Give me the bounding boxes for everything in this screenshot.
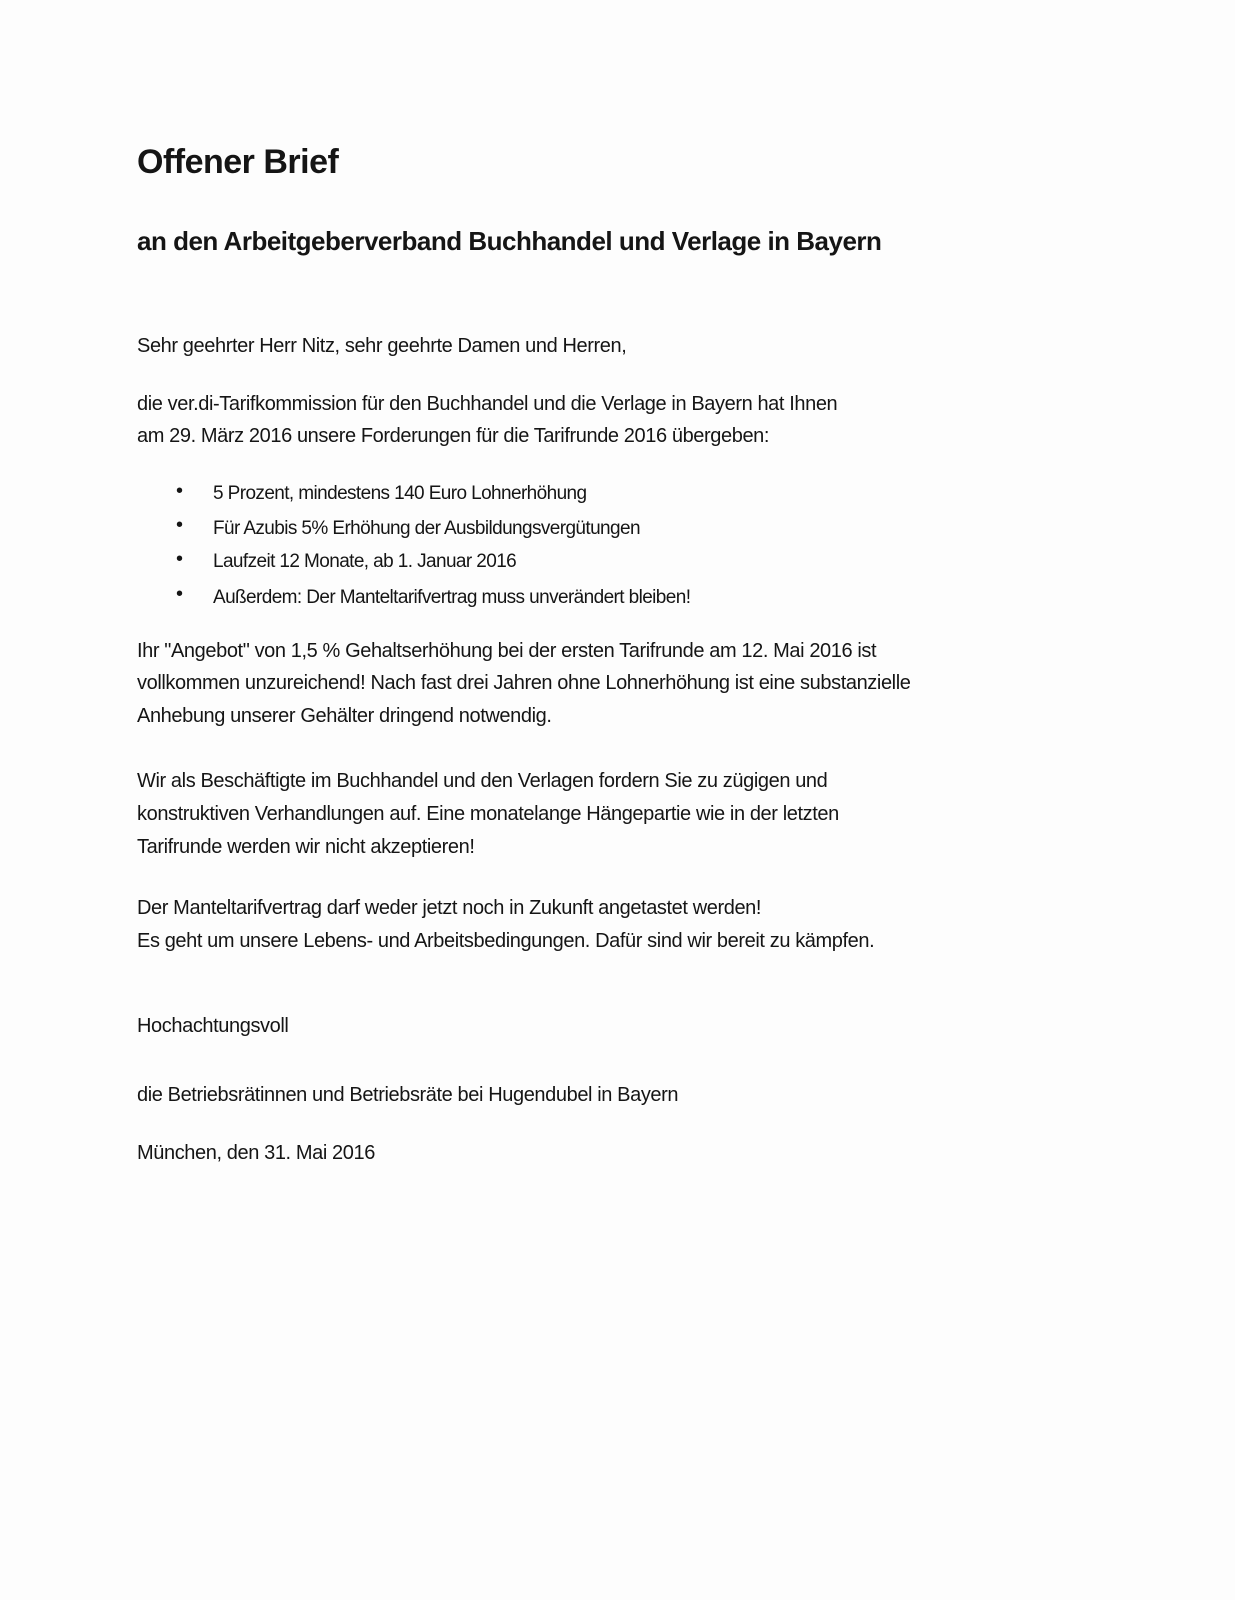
bullet-icon: •	[176, 548, 184, 570]
paragraph-line: Es geht um unsere Lebens- und Arbeitsbedingungen. Dafür sind wir bereit zu kämpfen.	[137, 930, 875, 952]
paragraph-line: Wir als Beschäftigte im Buchhandel und den Verlagen fordern Sie zu zügigen und	[137, 770, 828, 792]
letter-subtitle: an den Arbeitgeberverband Buchhandel und Verlage in Bayern	[137, 226, 882, 256]
list-item: Außerdem: Der Manteltarifvertrag muss unverändert bleiben!	[213, 587, 691, 608]
closing: Hochachtungsvoll	[137, 1015, 289, 1037]
paragraph-line: Der Manteltarifvertrag darf weder jetzt noch in Zukunft angetastet werden!	[137, 897, 762, 919]
paragraph-line: Ihr "Angebot" von 1,5 % Gehaltserhöhung bei der ersten Tarifrunde am 12. Mai 2016 ist	[137, 640, 877, 662]
paragraph-line: Tarifrunde werden wir nicht akzeptieren!	[137, 836, 475, 858]
paragraph-line: Anhebung unserer Gehälter dringend notwendig.	[137, 705, 552, 727]
signatories: die Betriebsrätinnen und Betriebsräte bei Hugendubel in Bayern	[137, 1084, 679, 1106]
letter-title: Offener Brief	[137, 143, 339, 181]
intro-line: am 29. März 2016 unsere Forderungen für die Tarifrunde 2016 übergeben:	[137, 425, 770, 447]
list-item: 5 Prozent, mindestens 140 Euro Lohnerhöhung	[213, 483, 587, 504]
place-date: München, den 31. Mai 2016	[137, 1142, 375, 1164]
paragraph-line: konstruktiven Verhandlungen auf. Eine monatelange Hängepartie wie in der letzten	[137, 803, 839, 825]
bullet-icon: •	[176, 583, 184, 605]
intro-line: die ver.di-Tarifkommission für den Buchhandel und die Verlage in Bayern hat Ihnen	[137, 393, 838, 415]
salutation: Sehr geehrter Herr Nitz, sehr geehrte Damen und Herren,	[137, 335, 627, 357]
list-item: Für Azubis 5% Erhöhung der Ausbildungsvergütungen	[213, 518, 640, 539]
bullet-icon: •	[176, 514, 184, 536]
paragraph-line: vollkommen unzureichend! Nach fast drei Jahren ohne Lohnerhöhung ist eine substanzielle	[137, 672, 911, 694]
list-item: Laufzeit 12 Monate, ab 1. Januar 2016	[213, 551, 517, 572]
bullet-icon: •	[176, 480, 184, 502]
